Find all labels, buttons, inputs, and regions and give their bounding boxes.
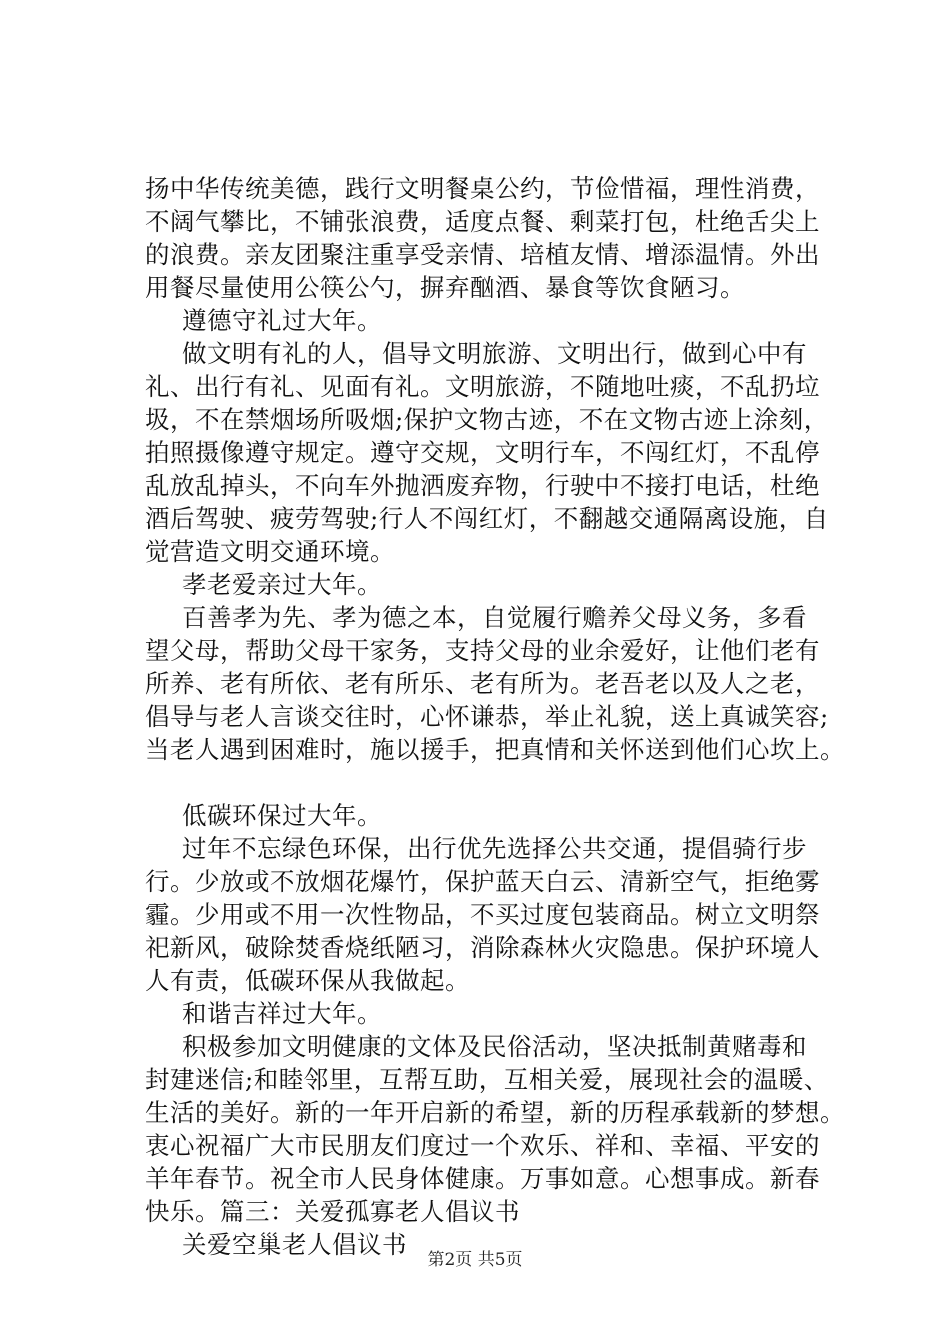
section-heading: 孝老爱亲过大年。 — [182, 570, 382, 599]
section-heading: 低碳环保过大年。 — [182, 801, 382, 830]
paragraph-first-line: 积极参加文明健康的文体及民俗活动，坚决抵制黄赌毒和 — [182, 1032, 807, 1061]
text-line: 乱放乱掉头，不向车外抛洒废弃物，行驶中不接打电话，杜绝 — [145, 471, 820, 500]
text-line: 霾。少用或不用一次性物品，不买过度包装商品。树立文明祭 — [145, 900, 820, 929]
text-line: 礼、出行有礼、见面有礼。文明旅游，不随地吐痰，不乱扔垃 — [145, 372, 820, 401]
text-line: 封建迷信;和睦邻里，互帮互助，互相关爱，展现社会的温暖、 — [145, 1065, 829, 1094]
text-line: 快乐。篇三：关爱孤寡老人倡议书 — [145, 1197, 520, 1226]
text-line: 倡导与老人言谈交往时，心怀谦恭，举止礼貌，送上真诚笑容; — [145, 702, 829, 731]
paragraph-first-line: 做文明有礼的人，倡导文明旅游、文明出行，做到心中有 — [182, 339, 807, 368]
text-line: 当老人遇到困难时，施以援手，把真情和关怀送到他们心坎上。 — [145, 735, 845, 764]
text-line: 的浪费。亲友团聚注重享受亲情、培植友情、增添温情。外出 — [145, 240, 820, 269]
paragraph-first-line: 百善孝为先、孝为德之本，自觉履行赡养父母义务，多看 — [182, 603, 807, 632]
text-line: 衷心祝福广大市民朋友们度过一个欢乐、祥和、幸福、平安的 — [145, 1131, 820, 1160]
document-body — [145, 172, 845, 1261]
text-line: 觉营造文明交通环境。 — [145, 537, 395, 566]
paragraph-first-line: 过年不忘绿色环保，出行优先选择公共交通，提倡骑行步 — [182, 834, 807, 863]
text-line: 行。少放或不放烟花爆竹，保护蓝天白云、清新空气，拒绝雾 — [145, 867, 820, 896]
text-line: 扬中华传统美德，践行文明餐桌公约，节俭惜福，理性消费， — [145, 174, 820, 203]
section-heading: 遵德守礼过大年。 — [182, 306, 382, 335]
text-line: 用餐尽量使用公筷公勺，摒弃酗酒、暴食等饮食陋习。 — [145, 273, 745, 302]
text-line: 酒后驾驶、疲劳驾驶;行人不闯红灯，不翻越交通隔离设施，自 — [145, 504, 829, 533]
text-line: 生活的美好。新的一年开启新的希望，新的历程承载新的梦想。 — [145, 1098, 845, 1127]
text-line: 羊年春节。祝全市人民身体健康。万事如意。心想事成。新春 — [145, 1164, 820, 1193]
text-line: 人有责，低碳环保从我做起。 — [145, 966, 470, 995]
section-heading: 和谐吉祥过大年。 — [182, 999, 382, 1028]
blank-line — [145, 766, 815, 799]
page-number-label: 第2页 共5页 — [427, 1250, 523, 1270]
text-line: 望父母，帮助父母干家务，支持父母的业余爱好，让他们老有 — [145, 636, 820, 665]
section-heading: 关爱空巢老人倡议书 — [182, 1230, 407, 1259]
text-line: 圾，不在禁烟场所吸烟;保护文物古迹，不在文物古迹上涂刻， — [145, 405, 829, 434]
text-line: 不阔气攀比，不铺张浪费，适度点餐、剩菜打包，杜绝舌尖上 — [145, 207, 820, 236]
text-line: 所养、老有所依、老有所乐、老有所为。老吾老以及人之老， — [145, 669, 820, 698]
page-footer — [0, 1245, 950, 1270]
text-line: 拍照摄像遵守规定。遵守交规，文明行车，不闯红灯，不乱停 — [145, 438, 820, 467]
text-line: 祀新风，破除焚香烧纸陋习，消除森林火灾隐患。保护环境人 — [145, 933, 820, 962]
